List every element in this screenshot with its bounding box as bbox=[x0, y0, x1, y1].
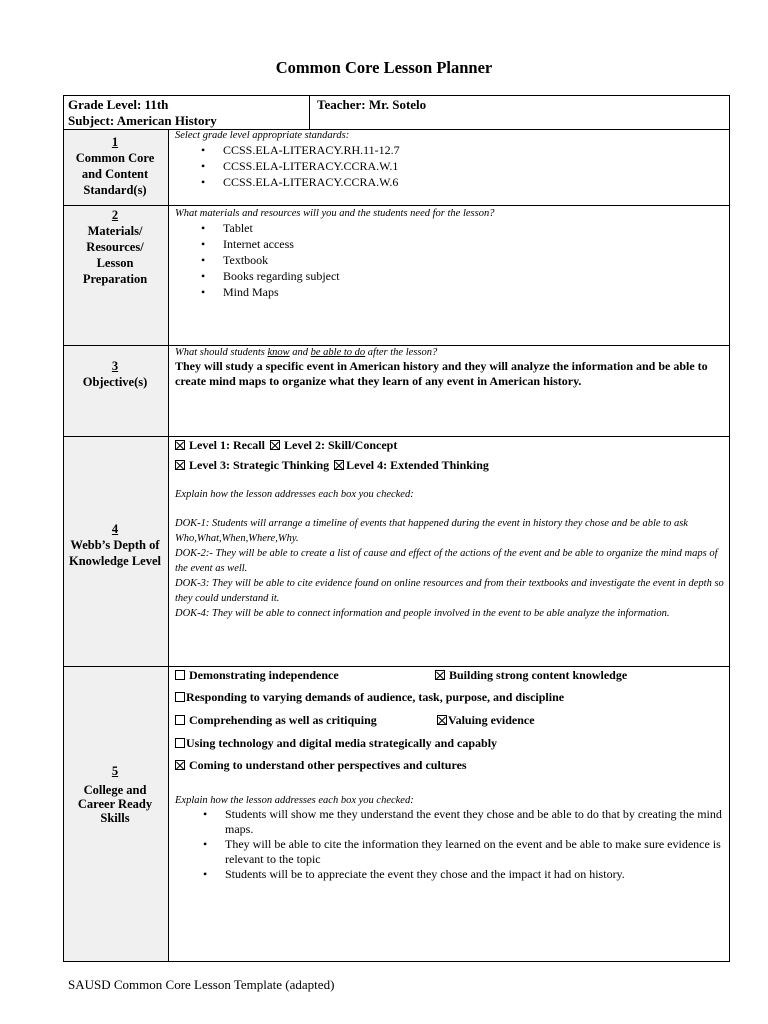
skill-check-valuing bbox=[437, 713, 535, 728]
checkbox-demonstrating[interactable] bbox=[175, 670, 185, 680]
table-border-top bbox=[63, 95, 730, 96]
label-line: Lesson bbox=[96, 256, 134, 270]
dok-2-text: DOK-2:- They will be able to create a list of cause and effect of the actions of the event and be able to organize the mind maps of the event as well. bbox=[175, 548, 718, 574]
materials-prompt: What materials and resources will you and the students need for the lesson? bbox=[175, 208, 495, 219]
section-2-label bbox=[63, 207, 167, 287]
standards-list bbox=[175, 142, 725, 190]
list-item: • CCSS.ELA-LITERACY.RH.11-12.7 bbox=[223, 142, 725, 158]
row-divider bbox=[63, 666, 730, 667]
section-number: 5 bbox=[111, 764, 119, 778]
dok-explanation-cell bbox=[175, 489, 725, 621]
document-title: Common Core Lesson Planner bbox=[275, 58, 493, 77]
dok-levels-row-2 bbox=[175, 458, 489, 473]
dok-1-text: DOK-1: Students will arrange a timeline of events that happened during the event in history they chose and be able to ask Who,What,When,Where,Why. bbox=[175, 518, 688, 544]
checkbox-valuing[interactable] bbox=[437, 715, 447, 725]
lesson-plan-table bbox=[63, 95, 730, 962]
label-line: Materials/ bbox=[87, 224, 143, 238]
skills-prompt: Explain how the lesson addresses each box you checked: bbox=[175, 795, 414, 806]
checkbox-level-3[interactable] bbox=[175, 460, 185, 470]
list-item: • Books regarding subject bbox=[223, 268, 725, 284]
row-divider bbox=[63, 436, 730, 437]
list-item: • Mind Maps bbox=[223, 284, 725, 300]
checkbox-comprehending[interactable] bbox=[175, 715, 185, 725]
checkbox-level-1[interactable] bbox=[175, 440, 185, 450]
skill-check-demonstrating bbox=[175, 668, 339, 683]
checkbox-label: Coming to understand other perspectives and cultures bbox=[189, 758, 467, 772]
objective-cell bbox=[175, 347, 725, 389]
list-item: • Students will be to appreciate the event they chose and the impact it had on history. bbox=[225, 867, 725, 882]
objective-prompt bbox=[175, 347, 725, 359]
label-line: and Content bbox=[81, 167, 149, 181]
list-item: • CCSS.ELA-LITERACY.CCRA.W.6 bbox=[223, 174, 725, 190]
prompt-text: and bbox=[289, 347, 311, 358]
checkbox-label: Level 1: Recall bbox=[189, 438, 265, 452]
label-line: Common Core bbox=[75, 151, 155, 165]
checkbox-label: Valuing evidence bbox=[448, 713, 535, 727]
column-divider bbox=[168, 129, 169, 962]
label-line: Career Ready bbox=[77, 797, 153, 811]
label-line: Standard(s) bbox=[83, 183, 147, 197]
materials-list bbox=[175, 220, 725, 300]
prompt-text: What should students bbox=[175, 347, 268, 358]
dok-3-text: DOK-3: They will be able to cite evidence found on online resources and from their textbooks and investigate the event in depth so they could understand it. bbox=[175, 578, 724, 604]
standards-cell bbox=[175, 130, 725, 190]
checkbox-technology[interactable] bbox=[175, 738, 185, 748]
grade-level: Grade Level: 11th bbox=[68, 97, 169, 112]
label-line: Resources/ bbox=[86, 240, 144, 254]
label-line: Skills bbox=[100, 811, 130, 825]
checkbox-perspectives[interactable] bbox=[175, 760, 185, 770]
list-item: • Students will show me they understand the event they chose and be able to do that by creating the mind maps. bbox=[225, 807, 725, 837]
list-item: • Textbook bbox=[223, 252, 725, 268]
checkbox-label: Responding to varying demands of audience, task, purpose, and discipline bbox=[186, 690, 565, 704]
skill-check-perspectives bbox=[175, 758, 467, 773]
checkbox-level-4[interactable] bbox=[334, 460, 344, 470]
skill-check-responding bbox=[175, 690, 564, 705]
dok-levels-row-1 bbox=[175, 438, 397, 453]
prompt-text: be able to do bbox=[310, 347, 366, 358]
skill-check-technology bbox=[175, 736, 497, 751]
section-number: 2 bbox=[111, 208, 119, 222]
checkbox-label: Demonstrating independence bbox=[189, 668, 339, 682]
label-line: Webb’s Depth of bbox=[70, 538, 160, 552]
skills-list bbox=[175, 807, 725, 882]
label-line: Objective(s) bbox=[82, 375, 148, 389]
subject: Subject: American History bbox=[68, 113, 217, 128]
section-number: 1 bbox=[111, 135, 119, 149]
label-line: College and bbox=[83, 783, 147, 797]
skill-check-comprehending bbox=[175, 713, 377, 728]
skills-explanation-cell bbox=[175, 795, 725, 882]
section-number: 3 bbox=[111, 359, 119, 373]
checkbox-label: Using technology and digital media strategically and capably bbox=[186, 736, 498, 750]
section-5-label bbox=[63, 763, 167, 825]
footer-text: SAUSD Common Core Lesson Template (adapted) bbox=[68, 977, 335, 992]
checkbox-label: Level 2: Skill/Concept bbox=[283, 438, 398, 452]
list-item: • They will be able to cite the information they learned on the event and be able to make sure evidence is relevant to the topic bbox=[225, 837, 725, 867]
table-border-bottom bbox=[63, 961, 730, 962]
skill-check-building bbox=[435, 668, 627, 683]
label-line: Knowledge Level bbox=[68, 554, 161, 568]
list-item: • Tablet bbox=[223, 220, 725, 236]
prompt-text: after the lesson? bbox=[365, 347, 438, 358]
prompt-text: know bbox=[267, 347, 290, 358]
materials-cell bbox=[175, 208, 725, 300]
standards-prompt: Select grade level appropriate standards: bbox=[175, 130, 350, 141]
dok-prompt: Explain how the lesson addresses each box you checked: bbox=[175, 489, 414, 500]
row-divider bbox=[63, 345, 730, 346]
section-4-label bbox=[63, 521, 167, 569]
label-line: Preparation bbox=[82, 272, 148, 286]
checkbox-building[interactable] bbox=[435, 670, 445, 680]
checkbox-label: Comprehending as well as critiquing bbox=[189, 713, 377, 727]
section-3-label bbox=[63, 358, 167, 390]
checkbox-label: Level 4: Extended Thinking bbox=[346, 458, 489, 472]
checkbox-label: Building strong content knowledge bbox=[449, 668, 628, 682]
teacher: Teacher: Mr. Sotelo bbox=[317, 97, 427, 112]
checkbox-label: Level 3: Strategic Thinking bbox=[189, 458, 330, 472]
section-number: 4 bbox=[111, 522, 119, 536]
dok-4-text: DOK-4: They will be able to connect information and people involved in the event to be able analyze the information. bbox=[175, 608, 670, 619]
objective-text: They will study a specific event in American history and they will analyze the information and be able to create mind maps to organize what they learn of any event in American history. bbox=[175, 359, 708, 388]
table-border-right bbox=[729, 95, 730, 962]
row-divider bbox=[63, 205, 730, 206]
list-item: • Internet access bbox=[223, 236, 725, 252]
section-1-label bbox=[63, 134, 167, 198]
checkbox-level-2[interactable] bbox=[270, 440, 280, 450]
checkbox-responding[interactable] bbox=[175, 692, 185, 702]
list-item: • CCSS.ELA-LITERACY.CCRA.W.1 bbox=[223, 158, 725, 174]
header-divider bbox=[309, 95, 310, 130]
